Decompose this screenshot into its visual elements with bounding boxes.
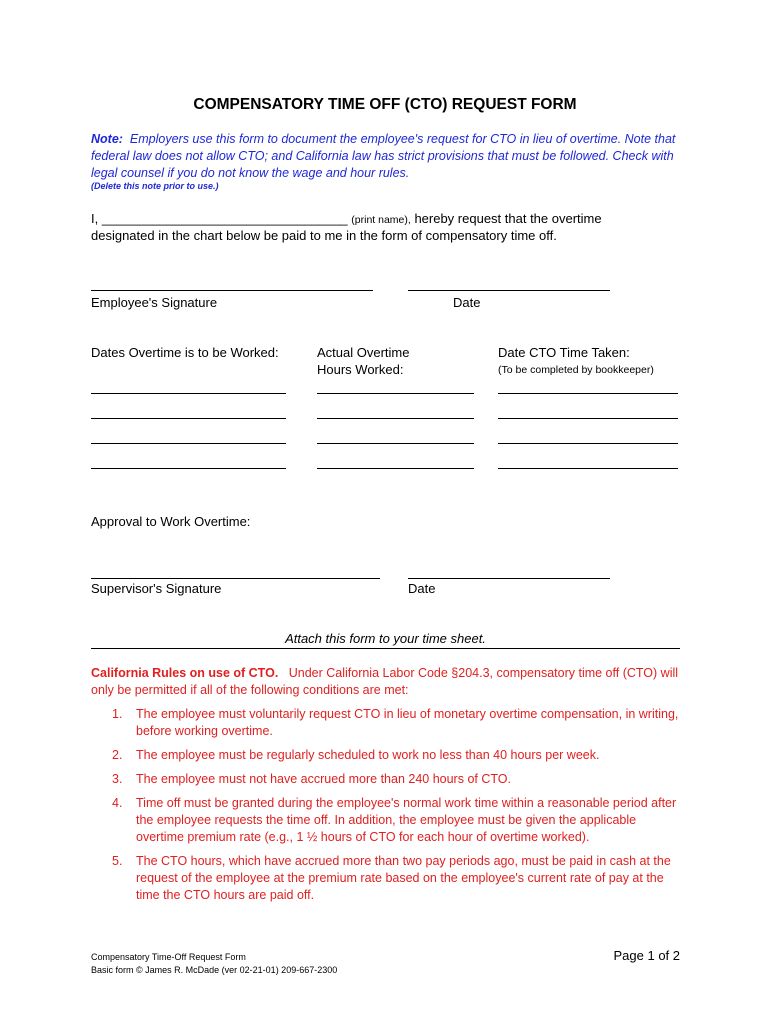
hours-field-4[interactable] xyxy=(317,468,474,469)
rules-heading: California Rules on use of CTO. xyxy=(91,666,279,680)
rule-number: 1. xyxy=(112,707,123,721)
hours-field-3[interactable] xyxy=(317,443,474,444)
footer-form-name: Compensatory Time-Off Request Form xyxy=(91,952,246,962)
dates-field-4[interactable] xyxy=(91,468,286,469)
rule-number: 4. xyxy=(112,796,123,810)
cto-date-field-1[interactable] xyxy=(498,393,678,394)
actual-hours-header-1: Actual Overtime xyxy=(317,345,410,360)
rule-item xyxy=(91,706,681,740)
rule-item xyxy=(91,747,681,764)
rules-intro: Under California Labor Code §204.3, compensatory time off (CTO) will only be permitted if all of the following conditions are met: xyxy=(91,666,679,697)
dates-field-3[interactable] xyxy=(91,443,286,444)
rule-item xyxy=(91,853,681,904)
date-cto-header: Date CTO Time Taken: xyxy=(498,345,630,360)
dates-field-1[interactable] xyxy=(91,393,286,394)
print-name-blank[interactable]: I, __________________________________ xyxy=(91,211,348,226)
rule-number: 2. xyxy=(112,748,123,762)
cto-date-field-4[interactable] xyxy=(498,468,678,469)
rules-list xyxy=(91,706,681,911)
rule-item xyxy=(91,795,681,846)
request-line-2: designated in the chart below be paid to me in the form of compensatory time off. xyxy=(91,228,557,243)
rule-text: The CTO hours, which have accrued more than two pay periods ago, must be paid in cash at the request of the employee at the premium rate based on the employee's current rate of pay at the time the CTO hours are paid off. xyxy=(136,854,671,902)
supervisor-date-line[interactable] xyxy=(408,578,610,579)
hours-field-1[interactable] xyxy=(317,393,474,394)
supervisor-signature-label: Supervisor's Signature xyxy=(91,581,222,596)
hours-field-2[interactable] xyxy=(317,418,474,419)
rules-intro-block xyxy=(91,665,680,699)
employee-date-label: Date xyxy=(453,295,481,310)
rule-number: 3. xyxy=(112,772,123,786)
bookkeeper-note: (To be completed by bookkeeper) xyxy=(498,364,654,376)
dates-overtime-header: Dates Overtime is to be Worked: xyxy=(91,345,279,360)
footer-copyright: Basic form © James R. McDade (ver 02-21-01) 209-667-2300 xyxy=(91,965,338,975)
rule-text: Time off must be granted during the employee's normal work time within a reasonable period after the employee requests the time off. In addition, the employee must be given the applicable overtime premium rate (e.g., 1 ½ hours of CTO for each hour of overtime worked). xyxy=(136,796,677,844)
employee-signature-label: Employee's Signature xyxy=(91,295,218,310)
dates-field-2[interactable] xyxy=(91,418,286,419)
rule-text: The employee must be regularly scheduled to work no less than 40 hours per week. xyxy=(136,748,600,762)
page-number: Page 1 of 2 xyxy=(613,948,680,963)
rule-item xyxy=(91,771,681,788)
supervisor-date-label: Date xyxy=(408,581,436,596)
attach-divider xyxy=(91,648,680,649)
supervisor-signature-line[interactable] xyxy=(91,578,380,579)
cto-date-field-2[interactable] xyxy=(498,418,678,419)
instruction-note xyxy=(91,131,691,182)
actual-hours-header-2: Hours Worked: xyxy=(317,362,404,377)
rule-text: The employee must not have accrued more than 240 hours of CTO. xyxy=(136,772,511,786)
rule-number: 5. xyxy=(112,854,123,868)
cto-date-field-3[interactable] xyxy=(498,443,678,444)
delete-note: (Delete this note prior to use.) xyxy=(91,181,219,191)
note-label: Note: xyxy=(91,132,123,146)
rule-text: The employee must voluntarily request CTO in lieu of monetary overtime compensation, in writing, before working overtime. xyxy=(136,707,679,738)
print-name-hint: (print name), xyxy=(351,214,411,226)
note-text: Employers use this form to document the employee's request for CTO in lieu of overtime. Note that federal law does not allow CTO; and California law has strict provisions that must be followed. Check with legal counsel if you do not know the wage and hour rules. xyxy=(91,132,676,180)
attach-instruction: Attach this form to your time sheet. xyxy=(285,631,486,646)
employee-signature-line[interactable] xyxy=(91,290,373,291)
approval-label: Approval to Work Overtime: xyxy=(91,514,251,529)
employee-date-line[interactable] xyxy=(408,290,610,291)
request-line-1 xyxy=(91,211,602,226)
request-text: hereby request that the overtime xyxy=(414,211,602,226)
form-title: COMPENSATORY TIME OFF (CTO) REQUEST FORM xyxy=(193,96,577,113)
